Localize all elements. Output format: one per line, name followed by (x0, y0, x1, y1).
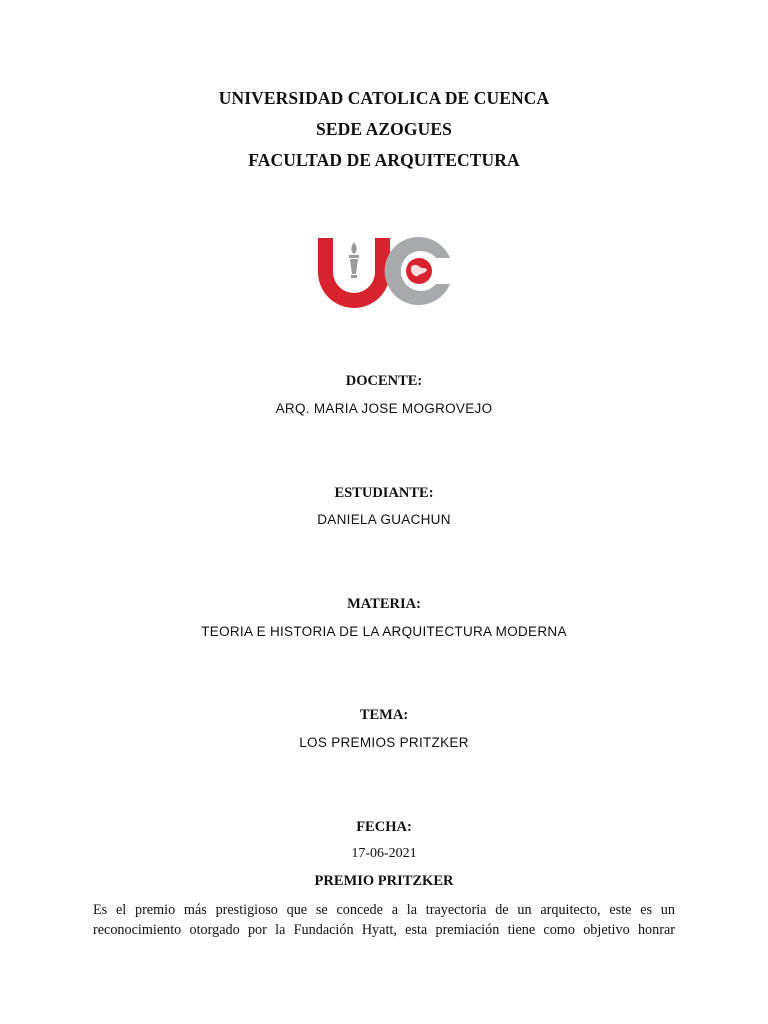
faculty-title: FACULTAD DE ARQUITECTURA (248, 150, 520, 170)
fecha-label: FECHA: (356, 819, 412, 835)
torch-icon (349, 242, 359, 278)
tema-value: LOS PREMIOS PRITZKER (299, 735, 469, 750)
globe-icon (406, 258, 432, 284)
body-paragraph (93, 900, 675, 940)
materia-label: MATERIA: (347, 596, 421, 612)
estudiante-label: ESTUDIANTE: (334, 485, 434, 501)
campus-title: SEDE AZOGUES (316, 119, 452, 139)
estudiante-value: DANIELA GUACHUN (317, 512, 451, 527)
university-title: UNIVERSIDAD CATOLICA DE CUENCA (218, 88, 550, 108)
section-title: PREMIO PRITZKER (314, 873, 454, 889)
materia-value: TEORIA E HISTORIA DE LA ARQUITECTURA MODERNA (201, 624, 567, 639)
paragraph-line: reconocimiento otorgado por la Fundación Hyatt, esta premiación tiene como objetivo honrar (93, 922, 675, 938)
docente-label: DOCENTE: (345, 373, 423, 389)
docente-value: ARQ. MARIA JOSE MOGROVEJO (275, 401, 493, 416)
paragraph-line: Es el premio más prestigioso que se concede a la trayectoria de un arquitecto, este es un (93, 902, 675, 918)
fecha-value: 17-06-2021 (351, 846, 417, 861)
university-logo (316, 234, 452, 308)
tema-label: TEMA: (359, 707, 409, 723)
